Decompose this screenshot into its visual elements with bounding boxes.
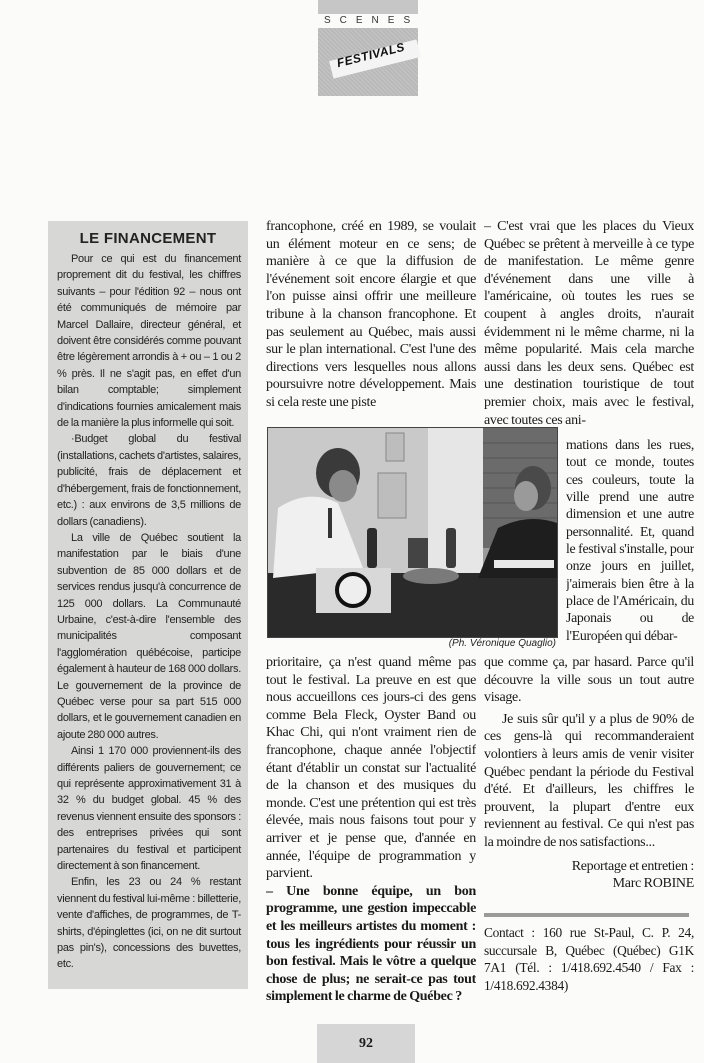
article-column-2-top xyxy=(266,218,476,422)
photo-illustration xyxy=(268,428,557,637)
sidebar-paragraph: Enfin, les 23 ou 24 % restant viennent du festival lui-même : billetterie, vente d'affiches, de programmes, de T-shirts, d'épinglettes (ici, on ne dit surtout pas pin's), concessions des buvettes, etc. xyxy=(57,876,241,971)
subsection-label: FESTIVALS xyxy=(335,39,407,71)
article-column-3-top xyxy=(484,218,694,434)
page-number: 92 xyxy=(359,1036,373,1051)
signature-credit: Reportage et entretien : xyxy=(571,858,694,874)
article-column-3-bottom xyxy=(484,654,694,910)
article-paragraph: prioritaire, ça n'est quand même pas tout le festival. La preuve en est que nous accueillons ces jours-ci des gens comme Bela Fleck, Oyster Band ou Khac Chi, qui n'ont vraiment rien de francophone, chaque année l'objectif étant d'établir un constat sur l'actualité de la chanson et des musiques du monde. C'est une prétention qui est très élevée, mais nous faisons tout pour y arriver et je pense que, d'année en année, l'équipe de programmation y parvient. xyxy=(266,655,476,882)
interview-photo xyxy=(267,427,558,638)
article-column-3-narrow xyxy=(566,436,694,652)
article-paragraph: francophone, créé en 1989, se voulait un élément moteur en ce sens; de manière à ce que la diffusion de l'événement soit encore élargie et que l'on puisse ainsi offrir une meilleure tribune à la chanson francophone. Et pas seulement au Québec, mais aussi sur le plan international. C'est l'une des directions vers lesquelles nous allons poursuivre notre développement. Mais si cela reste une piste xyxy=(266,219,476,410)
sidebar-title: LE FINANCEMENT xyxy=(79,230,217,247)
sidebar-paragraph: Ainsi 1 170 000 proviennent-ils des différents paliers de gouvernement; ce qui représente approximativement 31 à 32 % du budget global. 45 % des revenus viennent ensuite des sponsors : des entreprises privées qui sont partenaires du festival et participent directement à son financement. xyxy=(57,745,241,873)
article-paragraph: mations dans les rues, tout ce monde, toutes ces couleurs, toute la ville prend une autre dimension et une autre personnalité. Et, quand le festival s'installe, pour onze jours en juillet, j'aimerais bien être à la place de l'Américain, du Japonais ou de l'Européen qui débar- xyxy=(566,437,694,643)
sidebar-paragraph: ·Budget global du festival (installations, cachets d'artistes, salaires, publicité, frais de déplacement et d'hébergement, frais de fonctionnement, etc.) : aux environs de 3,5 millions de dollars (canadiens). xyxy=(57,433,241,528)
interviewer-question: – Une bonne équipe, un bon programme, une gestion impeccable et les meilleurs artistes du moment : tous les ingrédients pour réussir un bon festival. Mais le vôtre a quelque chose de plus; ne serait-ce pas tout simplement le charme de Québec ? xyxy=(266,883,476,1005)
signature-author: Marc ROBINE xyxy=(612,876,694,892)
divider-rule xyxy=(484,913,689,917)
photo-credit: (Ph. Véronique Quaglio) xyxy=(448,638,556,649)
contact-info: Contact : 160 rue St-Paul, C. P. 24, succursale B, Québec (Québec) G1K 7A1 (Tél. : 1/418.692.4540 / Fax : 1/418.692.4384) xyxy=(484,925,694,993)
section-header xyxy=(318,0,418,96)
article-paragraph: que comme ça, par hasard. Parce qu'il découvre la ville sous un tout autre visage. xyxy=(484,655,694,706)
article-paragraph: – C'est vrai que les places du Vieux Québec se prêtent à merveille à ce type de manifestation. Le même genre d'événement dans une ville à l'américaine, où toutes les rues se coupent à angles droits, n'aurait évidemment ni le même charme, ni la même popularité. Mais cela marche aussi dans les deux sens. Québec est une destination touristique de tout premier choix, mais avec le festival, avec toutes ces ani- xyxy=(484,219,694,428)
header-top-band xyxy=(318,0,418,14)
article-column-2-bottom xyxy=(266,654,476,1009)
sidebar-paragraph: Pour ce qui est du financement proprement dit du festival, les chiffres suivants – pour l'édition 92 – nous ont été communiqués de mémoire par Marcel Dallaire, directeur général, et doivent être considérés comme pouvant être légèrement arrondis à + ou – 1 ou 2 % près. Il ne s'agit pas, en effet d'un bilan comptable; simplement d'indications fournies amicalement mais de la manière la plus informelle qui soit. xyxy=(57,253,241,430)
financing-sidebar xyxy=(48,221,248,989)
section-label: SCENES xyxy=(318,14,418,28)
sidebar-paragraph: La ville de Québec soutient la manifestation par le biais d'une subvention de 85 000 dollars et de services rendus jusqu'à concurrence de 125 000 dollars. La Communauté Urbaine, c'est-à-dire l'ensemble des municipalités composant l'agglomération québécoise, participe également à hauteur de 168 000 dollars. Le gouvernement de la province de Québec verse pour sa part 515 000 dollars, et le gouvernement canadien en ajoute 280 000 autres. xyxy=(57,531,241,741)
article-paragraph: Je suis sûr qu'il y a plus de 90% de ces gens-là qui recommanderaient volontiers à leurs amis de venir visiter Québec pendant la période du Festival d'été. Et d'ailleurs, les chiffres le prouvent, la plupart d'entre eux reviennent au festival. Ce qui n'est pas la moindre de nos satisfactions... xyxy=(484,711,694,850)
page-number-box xyxy=(317,1024,415,1063)
